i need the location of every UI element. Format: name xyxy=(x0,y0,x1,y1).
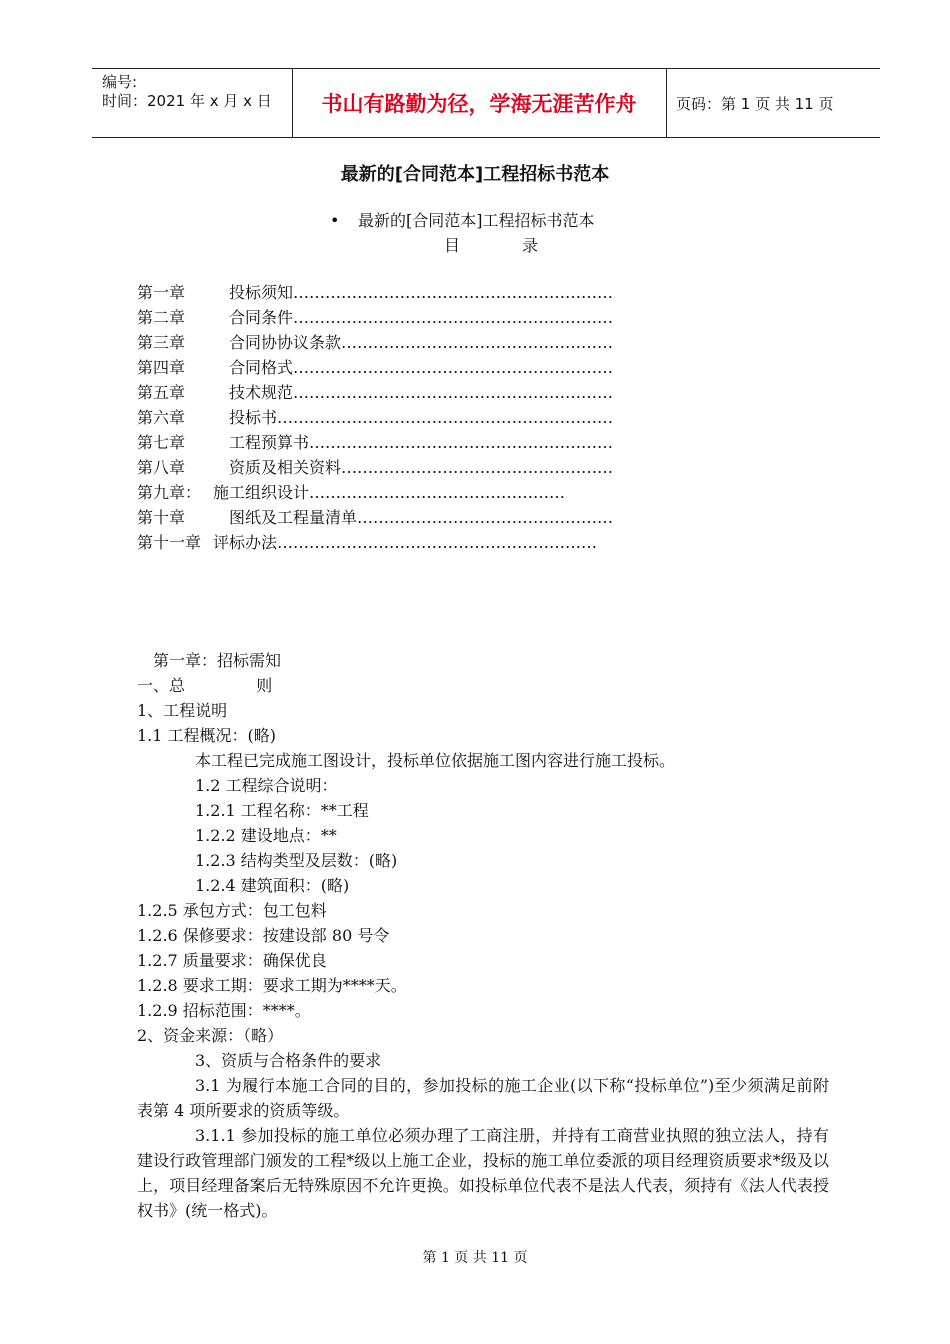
header-motto: 书山有路勤为径，学海无涯苦作舟 xyxy=(321,92,637,116)
body-line: 1.2.6 保修要求：按建设部 80 号令 xyxy=(137,926,390,945)
page-footer: 第 1 页 共 11 页 xyxy=(422,1250,528,1266)
body-line: 1.2.4 建筑面积：(略) xyxy=(195,876,350,895)
toc-chapter: 第一章 xyxy=(137,283,186,302)
chapter-heading: 第一章：招标需知 xyxy=(153,651,282,670)
toc-chapter: 第七章 xyxy=(137,433,186,452)
body-line: 1.1 工程概况：(略) xyxy=(137,726,277,745)
subtitle-text: 最新的[合同范本]工程招标书范本 xyxy=(358,211,595,230)
header-table xyxy=(92,68,880,138)
body-paragraph xyxy=(137,1073,829,1123)
table-of-contents xyxy=(137,280,613,555)
toc-entry[interactable] xyxy=(137,280,613,305)
body-line: 1、工程说明 xyxy=(137,701,228,720)
time-label: 时间：2021 年 x 月 x 日 xyxy=(102,92,272,110)
document-title: 最新的[合同范本]工程招标书范本 xyxy=(340,164,610,185)
toc-chapter: 第三章 xyxy=(137,333,186,352)
toc-entry[interactable] xyxy=(137,480,613,505)
body-line: 3、资质与合格条件的要求 xyxy=(195,1051,382,1070)
toc-text: 合同格式…………………………………………………… xyxy=(229,358,614,377)
toc-chapter: 第六章 xyxy=(137,408,186,427)
toc-text: 合同协协议条款…………………………………………… xyxy=(229,333,614,352)
toc-entry[interactable] xyxy=(137,330,613,355)
toc-chapter: 第十章 xyxy=(137,508,186,527)
toc-entry[interactable] xyxy=(137,380,613,405)
body-line: 1.2.5 承包方式：包工包料 xyxy=(137,901,327,920)
toc-entry[interactable] xyxy=(137,430,613,455)
toc-entry[interactable] xyxy=(137,455,613,480)
toc-text: 资质及相关资料…………………………………………… xyxy=(229,458,614,477)
toc-chapter: 第二章 xyxy=(137,308,186,327)
toc-chapter: 第五章 xyxy=(137,383,186,402)
toc-heading-char: 录 xyxy=(522,236,539,255)
toc-text: 技术规范…………………………………………………… xyxy=(229,383,614,402)
body-line: 本工程已完成施工图设计，投标单位依据施工图内容进行施工投标。 xyxy=(195,751,676,770)
toc-heading xyxy=(444,233,538,256)
paragraph-text: 3.1 为履行本施工合同的目的，参加投标的施工企业(以下称“投标单位”)至少须满足前附表第 4 项所要求的资质等级。 xyxy=(137,1076,829,1120)
toc-text: 合同条件…………………………………………………… xyxy=(229,308,614,327)
body-line: 1.2.8 要求工期：要求工期为****天。 xyxy=(137,976,407,995)
body-line: 1.2 工程综合说明： xyxy=(195,776,338,795)
toc-text: 图纸及工程量清单………………………………………… xyxy=(229,508,614,527)
bullet-icon: • xyxy=(330,211,340,230)
header-meta xyxy=(102,73,272,111)
body-line: 1.2.1 工程名称：**工程 xyxy=(195,801,369,820)
paragraph-text: 3.1.1 参加投标的施工单位必须办理了工商注册，并持有工商营业执照的独立法人，持有建设行政管理部门颁发的工程*级以上施工企业，投标的施工单位委派的项目经理资质要求*级及以上，项目经理备案后无特殊原因不允许更换。如投标单位代表不是法人代表，须持有《法人代表授权书》(统一格式)。 xyxy=(137,1126,829,1220)
toc-entry[interactable] xyxy=(137,305,613,330)
body-line: 1.2.2 建设地点：** xyxy=(195,826,337,845)
document-body xyxy=(137,648,829,1223)
body-line: 1.2.7 质量要求：确保优良 xyxy=(137,951,327,970)
toc-heading-char: 目 xyxy=(444,236,461,255)
toc-text: 评标办法…………………………………………………… xyxy=(213,533,598,552)
number-label: 编号: xyxy=(102,73,138,91)
header-divider xyxy=(666,69,667,137)
toc-text: 工程预算书………………………………………………… xyxy=(229,433,614,452)
toc-entry[interactable] xyxy=(137,505,613,530)
body-paragraph xyxy=(137,1123,829,1223)
header-page-info: 页码：第 1 页 共 11 页 xyxy=(676,94,834,113)
subtitle xyxy=(330,208,595,231)
body-line: 1.2.3 结构类型及层数：(略) xyxy=(195,851,398,870)
toc-chapter: 第九章： xyxy=(137,483,202,502)
body-line: 2、资金来源：（略） xyxy=(137,1026,284,1045)
toc-chapter: 第十一章 xyxy=(137,533,202,552)
toc-text: 施工组织设计………………………………………… xyxy=(213,483,566,502)
toc-entry[interactable] xyxy=(137,405,613,430)
toc-entry[interactable] xyxy=(137,355,613,380)
toc-chapter: 第八章 xyxy=(137,458,186,477)
body-line: 1.2.9 招标范围：****。 xyxy=(137,1001,311,1020)
toc-text: 投标须知…………………………………………………… xyxy=(229,283,614,302)
toc-chapter: 第四章 xyxy=(137,358,186,377)
section-heading: 一、总 则 xyxy=(137,676,273,695)
toc-text: 投标书……………………………………………………… xyxy=(229,408,614,427)
toc-entry[interactable] xyxy=(137,530,613,555)
